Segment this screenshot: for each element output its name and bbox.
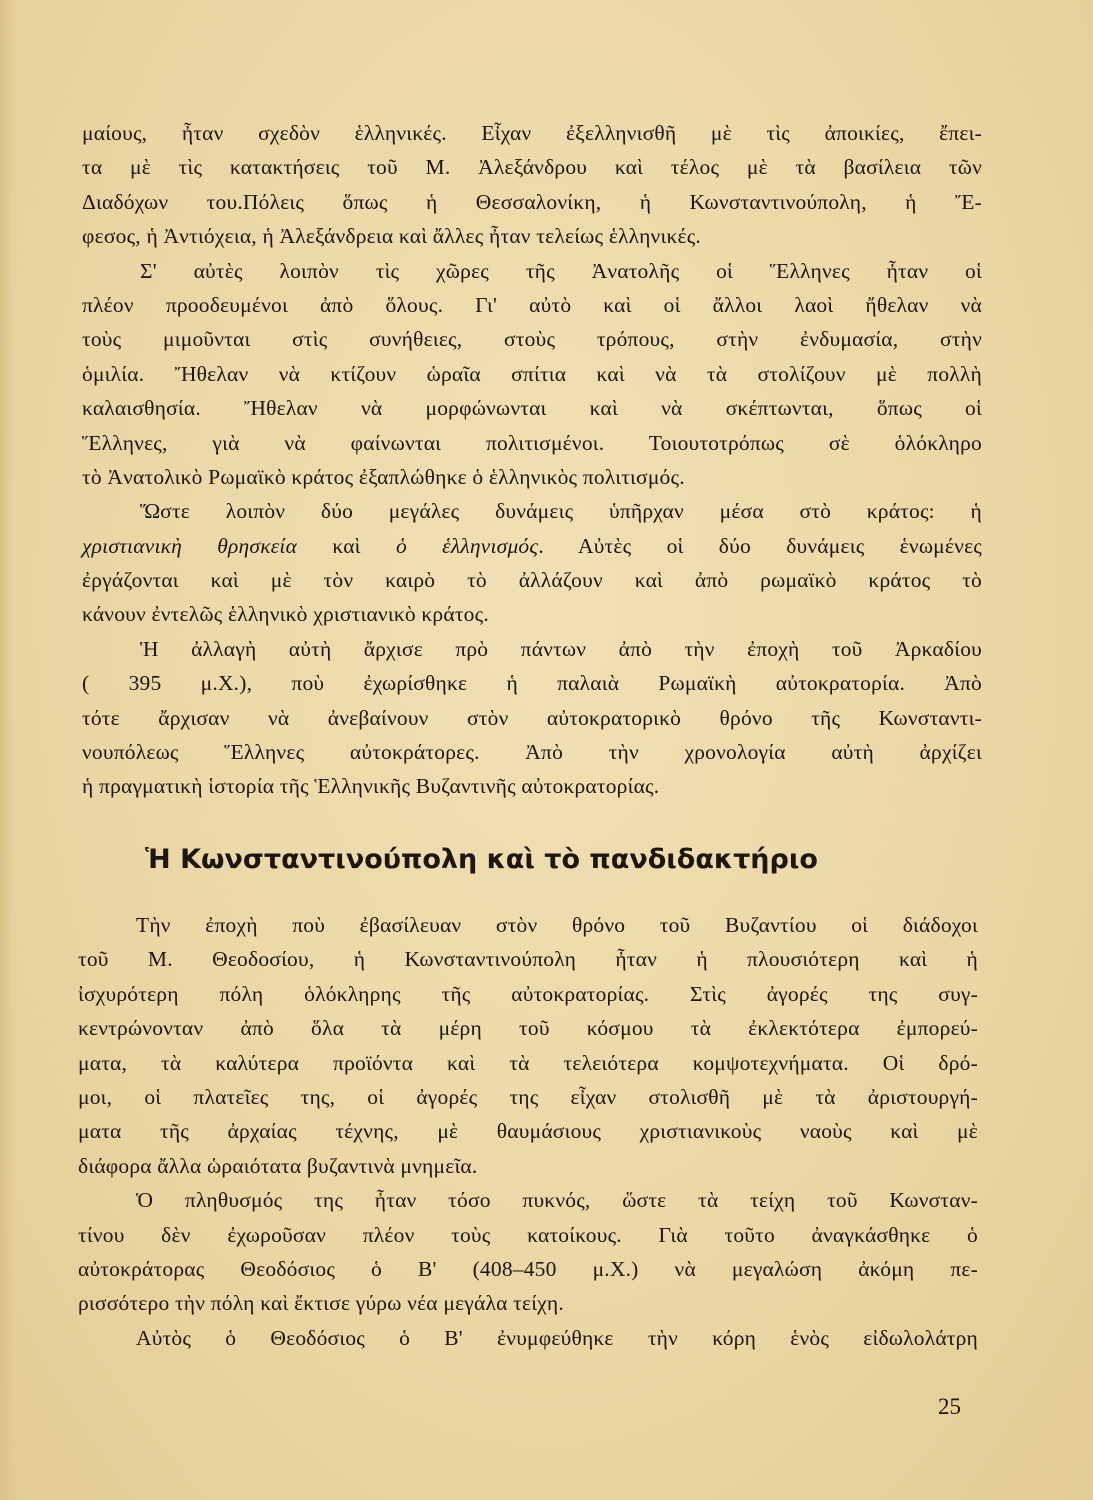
text-line: ματα τῆς ἀρχαίας τέχνης, μὲ θαυμάσιους χριστιανικοὺς ναοὺς καὶ μὲ (78, 1119, 978, 1144)
text-line-mixed (82, 529, 982, 563)
text-line: μαίους, ἦταν σχεδὸν ἑλληνικές. Εἶχαν ἐξελληνισθῆ μὲ τὶς ἀποικίες, ἔπει- (82, 121, 982, 145)
text-line: Ἡ ἀλλαγὴ αὐτὴ ἄρχισε πρὸ πάντων ἀπὸ τὴν ἐποχὴ τοῦ Ἀρκαδίου (140, 636, 982, 661)
text-line: τὸ Ἀνατολικὸ Ρωμαϊκὸ κράτος ἐξαπλώθηκε ὁ ἑλληνικὸς πολιτισμός. (82, 464, 685, 489)
text-line: κεντρώνονταν ἀπὸ ὅλα τὰ μέρη τοῦ κόσμου τὰ ἐκλεκτότερα ἐμπορεύ- (78, 1016, 978, 1041)
text-line: τοὺς μιμοῦνται στὶς συνήθειες, στοὺς τρόπους, στὴν ἐνδυμασία, στὴν (82, 327, 982, 352)
text-line: αὐτοκράτορας Θεοδόσιος ὁ Β' (408–450 μ.Χ.) νὰ μεγαλώση ἀκόμη πε- (78, 1256, 978, 1281)
text-span: . Αὐτὲς οἱ δύο δυνάμεις ἑνωμένες (538, 533, 983, 558)
text-line: ( 395 μ.Χ.), ποὺ ἐχωρίσθηκε ἡ παλαιὰ Ρωμαϊκὴ αὐτοκρατορία. Ἀπὸ (82, 671, 982, 696)
text-line: ματα, τὰ καλύτερα προϊόντα καὶ τὰ τελειότερα κομψοτεχνήματα. Οἱ δρό- (78, 1050, 978, 1075)
upper-text-block (82, 116, 982, 804)
text-line: Σ' αὐτὲς λοιπὸν τὶς χῶρες τῆς Ἀνατολῆς οἱ Ἕλληνες ἦταν οἱ (140, 258, 982, 283)
section-heading: Ἡ Κωνσταντινούπολη καὶ τὸ πανδιδακτήριο (145, 844, 818, 875)
text-line: διάφορα ἄλλα ὡραιότατα βυζαντινὰ μνημεῖα. (78, 1153, 478, 1178)
text-line: Διαδόχων του.Πόλεις ὅπως ἡ Θεσσαλονίκη, ἡ Κωνσταντινούπολη, ἡ Ἔ- (82, 189, 982, 214)
text-line: τα μὲ τὶς κατακτήσεις τοῦ Μ. Ἀλεξάνδρου καὶ τέλος μὲ τὰ βασίλεια τῶν (82, 155, 982, 180)
text-line: ἰσχυρότερη πόλη ὁλόκληρης τῆς αὐτοκρατορίας. Στὶς ἀγορές της συγ- (78, 981, 978, 1006)
text-line: καλαισθησία. Ἤθελαν νὰ μορφώνωνται καὶ νὰ σκέπτωνται, ὅπως οἱ (82, 396, 982, 421)
text-line: κάνουν ἐντελῶς ἑλληνικὸ χριστιανικὸ κράτος. (82, 602, 489, 627)
text-line: τοῦ Μ. Θεοδοσίου, ἡ Κωνσταντινούπολη ἦταν ἡ πλουσιότερη καὶ ἡ (78, 947, 978, 972)
text-line: πλέον προοδευμένοι ἀπὸ ὅλους. Γι' αὐτὸ καὶ οἱ ἄλλοι λαοὶ ἤθελαν νὰ (82, 292, 982, 317)
lower-text-block (78, 908, 978, 1355)
text-line: ρισσότερο τὴν πόλη καὶ ἔκτισε γύρω νέα μεγάλα τείχη. (78, 1291, 564, 1316)
italic-phrase: ὁ ἑλληνισμός (395, 533, 539, 558)
text-line: ὁμιλία. Ἤθελαν νὰ κτίζουν ὡραῖα σπίτια καὶ νὰ τὰ στολίζουν μὲ πολλὴ (82, 361, 982, 386)
connector-text: καὶ (297, 533, 396, 558)
text-line: ἐργάζονται καὶ μὲ τὸν καιρὸ τὸ ἀλλάζουν καὶ ἀπὸ ρωμαϊκὸ κράτος τὸ (82, 568, 982, 593)
text-line: φεσος, ἡ Ἀντιόχεια, ἡ Ἀλεξάνδρεια καὶ ἄλλες ἦταν τελείως ἑλληνικές. (82, 224, 702, 249)
text-line: Ὁ πληθυσμός της ἦταν τόσο πυκνός, ὥστε τὰ τείχη τοῦ Κωνσταν- (136, 1188, 978, 1213)
text-line: Ὥστε λοιπὸν δύο μεγάλες δυνάμεις ὑπῆρχαν μέσα στὸ κράτος: ἡ (140, 499, 982, 524)
text-line: τίνου δὲν ἐχωροῦσαν πλέον τοὺς κατοίκους. Γιὰ τοῦτο ἀναγκάσθηκε ὁ (78, 1222, 978, 1247)
text-line: ἡ πραγματικὴ ἱστορία τῆς Ἑλληνικῆς Βυζαντινῆς αὐτοκρατορίας. (82, 774, 660, 799)
text-line: Ἕλληνες, γιὰ νὰ φαίνωνται πολιτισμένοι. Τοιουτοτρόπως σὲ ὁλόκληρο (82, 430, 982, 455)
text-line: νουπόλεως Ἕλληνες αὐτοκράτορες. Ἀπὸ τὴν χρονολογία αὐτὴ ἀρχίζει (82, 740, 982, 765)
text-line: τότε ἄρχισαν νὰ ἀνεβαίνουν στὸν αὐτοκρατορικὸ θρόνο τῆς Κωνσταντι- (82, 705, 982, 730)
italic-phrase: χριστιανικὴ θρησκεία (82, 533, 298, 558)
text-line: μοι, οἱ πλατεῖες της, οἱ ἀγορές της εἶχαν στολισθῆ μὲ τὰ ἀριστουργή- (78, 1084, 978, 1109)
text-line: Τὴν ἐποχὴ ποὺ ἐβασίλευαν στὸν θρόνο τοῦ Βυζαντίου οἱ διάδοχοι (136, 913, 978, 937)
text-line: Αὐτὸς ὁ Θεοδόσιος ὁ Β' ἐνυμφεύθηκε τὴν κόρη ἑνὸς εἰδωλολάτρη (136, 1325, 978, 1350)
page-edge-shadow (0, 0, 14, 1500)
page-number: 25 (938, 1394, 961, 1419)
